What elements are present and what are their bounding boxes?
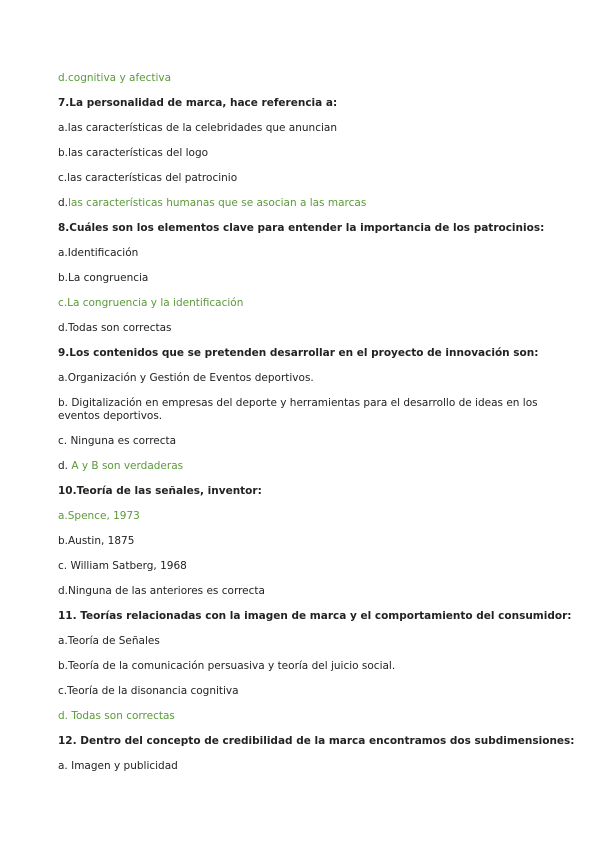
option-9a: a.Organización y Gestión de Eventos deportivos.: [58, 372, 314, 384]
option-7d: [58, 197, 538, 210]
option-8d: d.Todas son correctas: [58, 322, 172, 334]
option-11a: a.Teoría de Señales: [58, 635, 160, 647]
option-10d: d.Ninguna de las anteriores es correcta: [58, 585, 265, 597]
option-9d-correct-text: A y B son verdaderas: [71, 460, 184, 472]
option-9b: b. Digitalización en empresas del deporte y herramientas para el desarrollo de ideas en los eventos deportivos.: [58, 397, 538, 422]
option-8a: a.Identificación: [58, 247, 139, 259]
option-12a: a. Imagen y publicidad: [58, 760, 178, 772]
option-10c: c. William Satberg, 1968: [58, 560, 187, 572]
question-7: 7.La personalidad de marca, hace referencia a:: [58, 97, 338, 109]
option-7d-correct-text: las características humanas que se asocian a las marcas: [68, 197, 367, 209]
option-7d-prefix: d.: [58, 197, 69, 209]
option-9c: c. Ninguna es correcta: [58, 435, 177, 447]
option-9d-prefix: d.: [58, 460, 72, 472]
answer-option-d-correct: d.cognitiva y afectiva: [58, 72, 172, 84]
option-10b: b.Austin, 1875: [58, 535, 135, 547]
option-10a-correct: a.Spence, 1973: [58, 510, 140, 522]
question-8: 8.Cuáles son los elementos clave para entender la importancia de los patrocinios:: [58, 222, 545, 234]
option-7b: b.las características del logo: [58, 147, 209, 159]
option-9d: [58, 460, 538, 473]
option-11c: c.Teoría de la disonancia cognitiva: [58, 685, 239, 697]
option-7c: c.las características del patrocinio: [58, 172, 238, 184]
option-11b: b.Teoría de la comunicación persuasiva y teoría del juicio social.: [58, 660, 396, 672]
option-7a: a.las características de la celebridades que anuncian: [58, 122, 337, 134]
question-12: 12. Dentro del concepto de credibilidad de la marca encontramos dos subdimensiones:: [58, 735, 575, 747]
option-8b: b.La congruencia: [58, 272, 149, 284]
option-8c-correct: c.La congruencia y la identificación: [58, 297, 244, 309]
question-11: 11. Teorías relacionadas con la imagen de marca y el comportamiento del consumidor:: [58, 610, 572, 622]
question-10: 10.Teoría de las señales, inventor:: [58, 485, 262, 497]
question-9: 9.Los contenidos que se pretenden desarrollar en el proyecto de innovación son:: [58, 347, 539, 359]
option-11d-correct: d. Todas son correctas: [58, 710, 175, 722]
